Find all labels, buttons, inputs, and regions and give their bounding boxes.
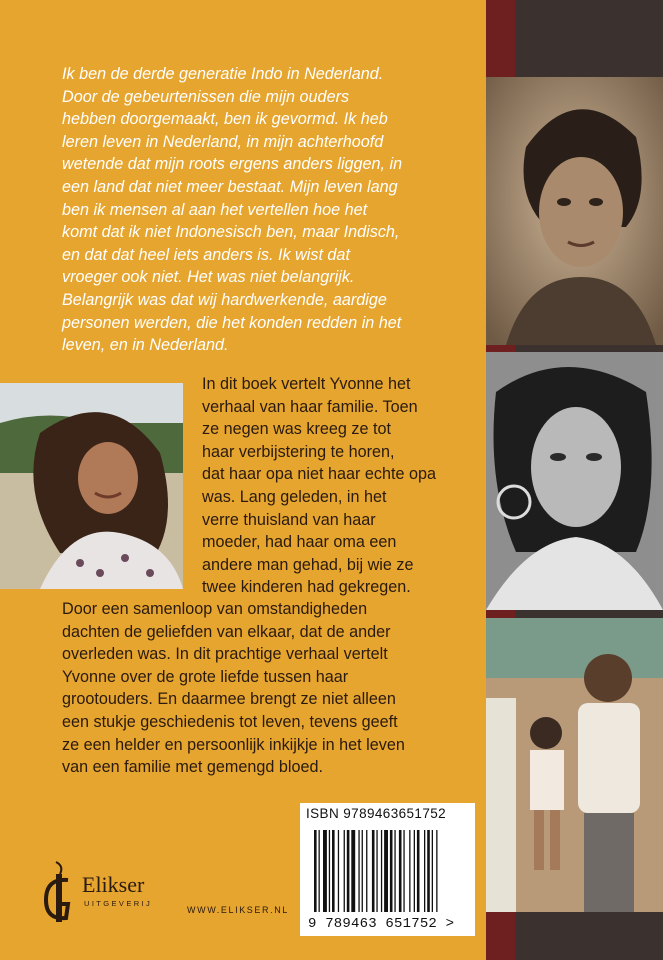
vintage-portrait-photo bbox=[486, 77, 663, 345]
intro-quote: Ik ben de derde generatie Indo in Nederland. Door de gebeurtenissen die mijn ouders hebben doorgemaakt, ben ik gevormd. Ik heb leren leven in Nederland, in mijn achterhoofd wetende dat mijn roots ergens anders liggen, in een land dat niet meer bestaat. Mijn leven lang ben ik mensen al aan het vertellen hoe het komt dat ik niet Indonesisch ben, maar Indisch, en dat dat heel iets anders is. Ik wist dat vroeger ook niet. Het was niet belangrijk. Belangrijk was dat wij hardwerkende, aardige personen werden, die het konden redden in het leven, en in Nederland. bbox=[62, 65, 403, 355]
synopsis-paragraph-2: Door een samenloop van omstandigheden dachten de geliefden van elkaar, dat de ander overleden was. In dit prachtige verhaal vertelt Yvonne over de grote liefde tussen haar grootouders. En daarmee brengt ze niet alleen een stukje geschiedenis tot leven, tevens geeft ze een helder en persoonlijk inkijkje in het leven van een familie met gemengd bloed. bbox=[62, 600, 405, 777]
author-photo bbox=[0, 383, 183, 589]
isbn-number: ISBN 9789463651752 bbox=[306, 806, 447, 821]
synopsis-paragraph-1: In dit boek vertelt Yvonne het verhaal van haar familie. Toen ze negen was kreeg ze tot haar verbijstering te horen, dat haar opa niet haar echte opa was. Lang geleden, in het verre thuisland van haar moeder, had haar oma een andere man gehad, bij wie ze twee kinderen had gekregen. bbox=[202, 375, 436, 597]
publisher-logo bbox=[38, 858, 178, 928]
publisher-website: WWW.ELIKSER.NL bbox=[187, 905, 289, 915]
family-snapshot-photo bbox=[486, 618, 663, 912]
barcode-digits: 9 789463 651752 > bbox=[308, 916, 455, 932]
publisher-emblem-icon bbox=[38, 858, 82, 928]
bw-portrait-photo bbox=[486, 352, 663, 610]
isbn-label-box bbox=[300, 803, 475, 826]
barcode bbox=[300, 826, 475, 936]
publisher-subtitle: UITGEVERIJ bbox=[84, 899, 153, 908]
barcode-bars bbox=[300, 826, 475, 914]
publisher-name: Elikser bbox=[82, 872, 145, 897]
